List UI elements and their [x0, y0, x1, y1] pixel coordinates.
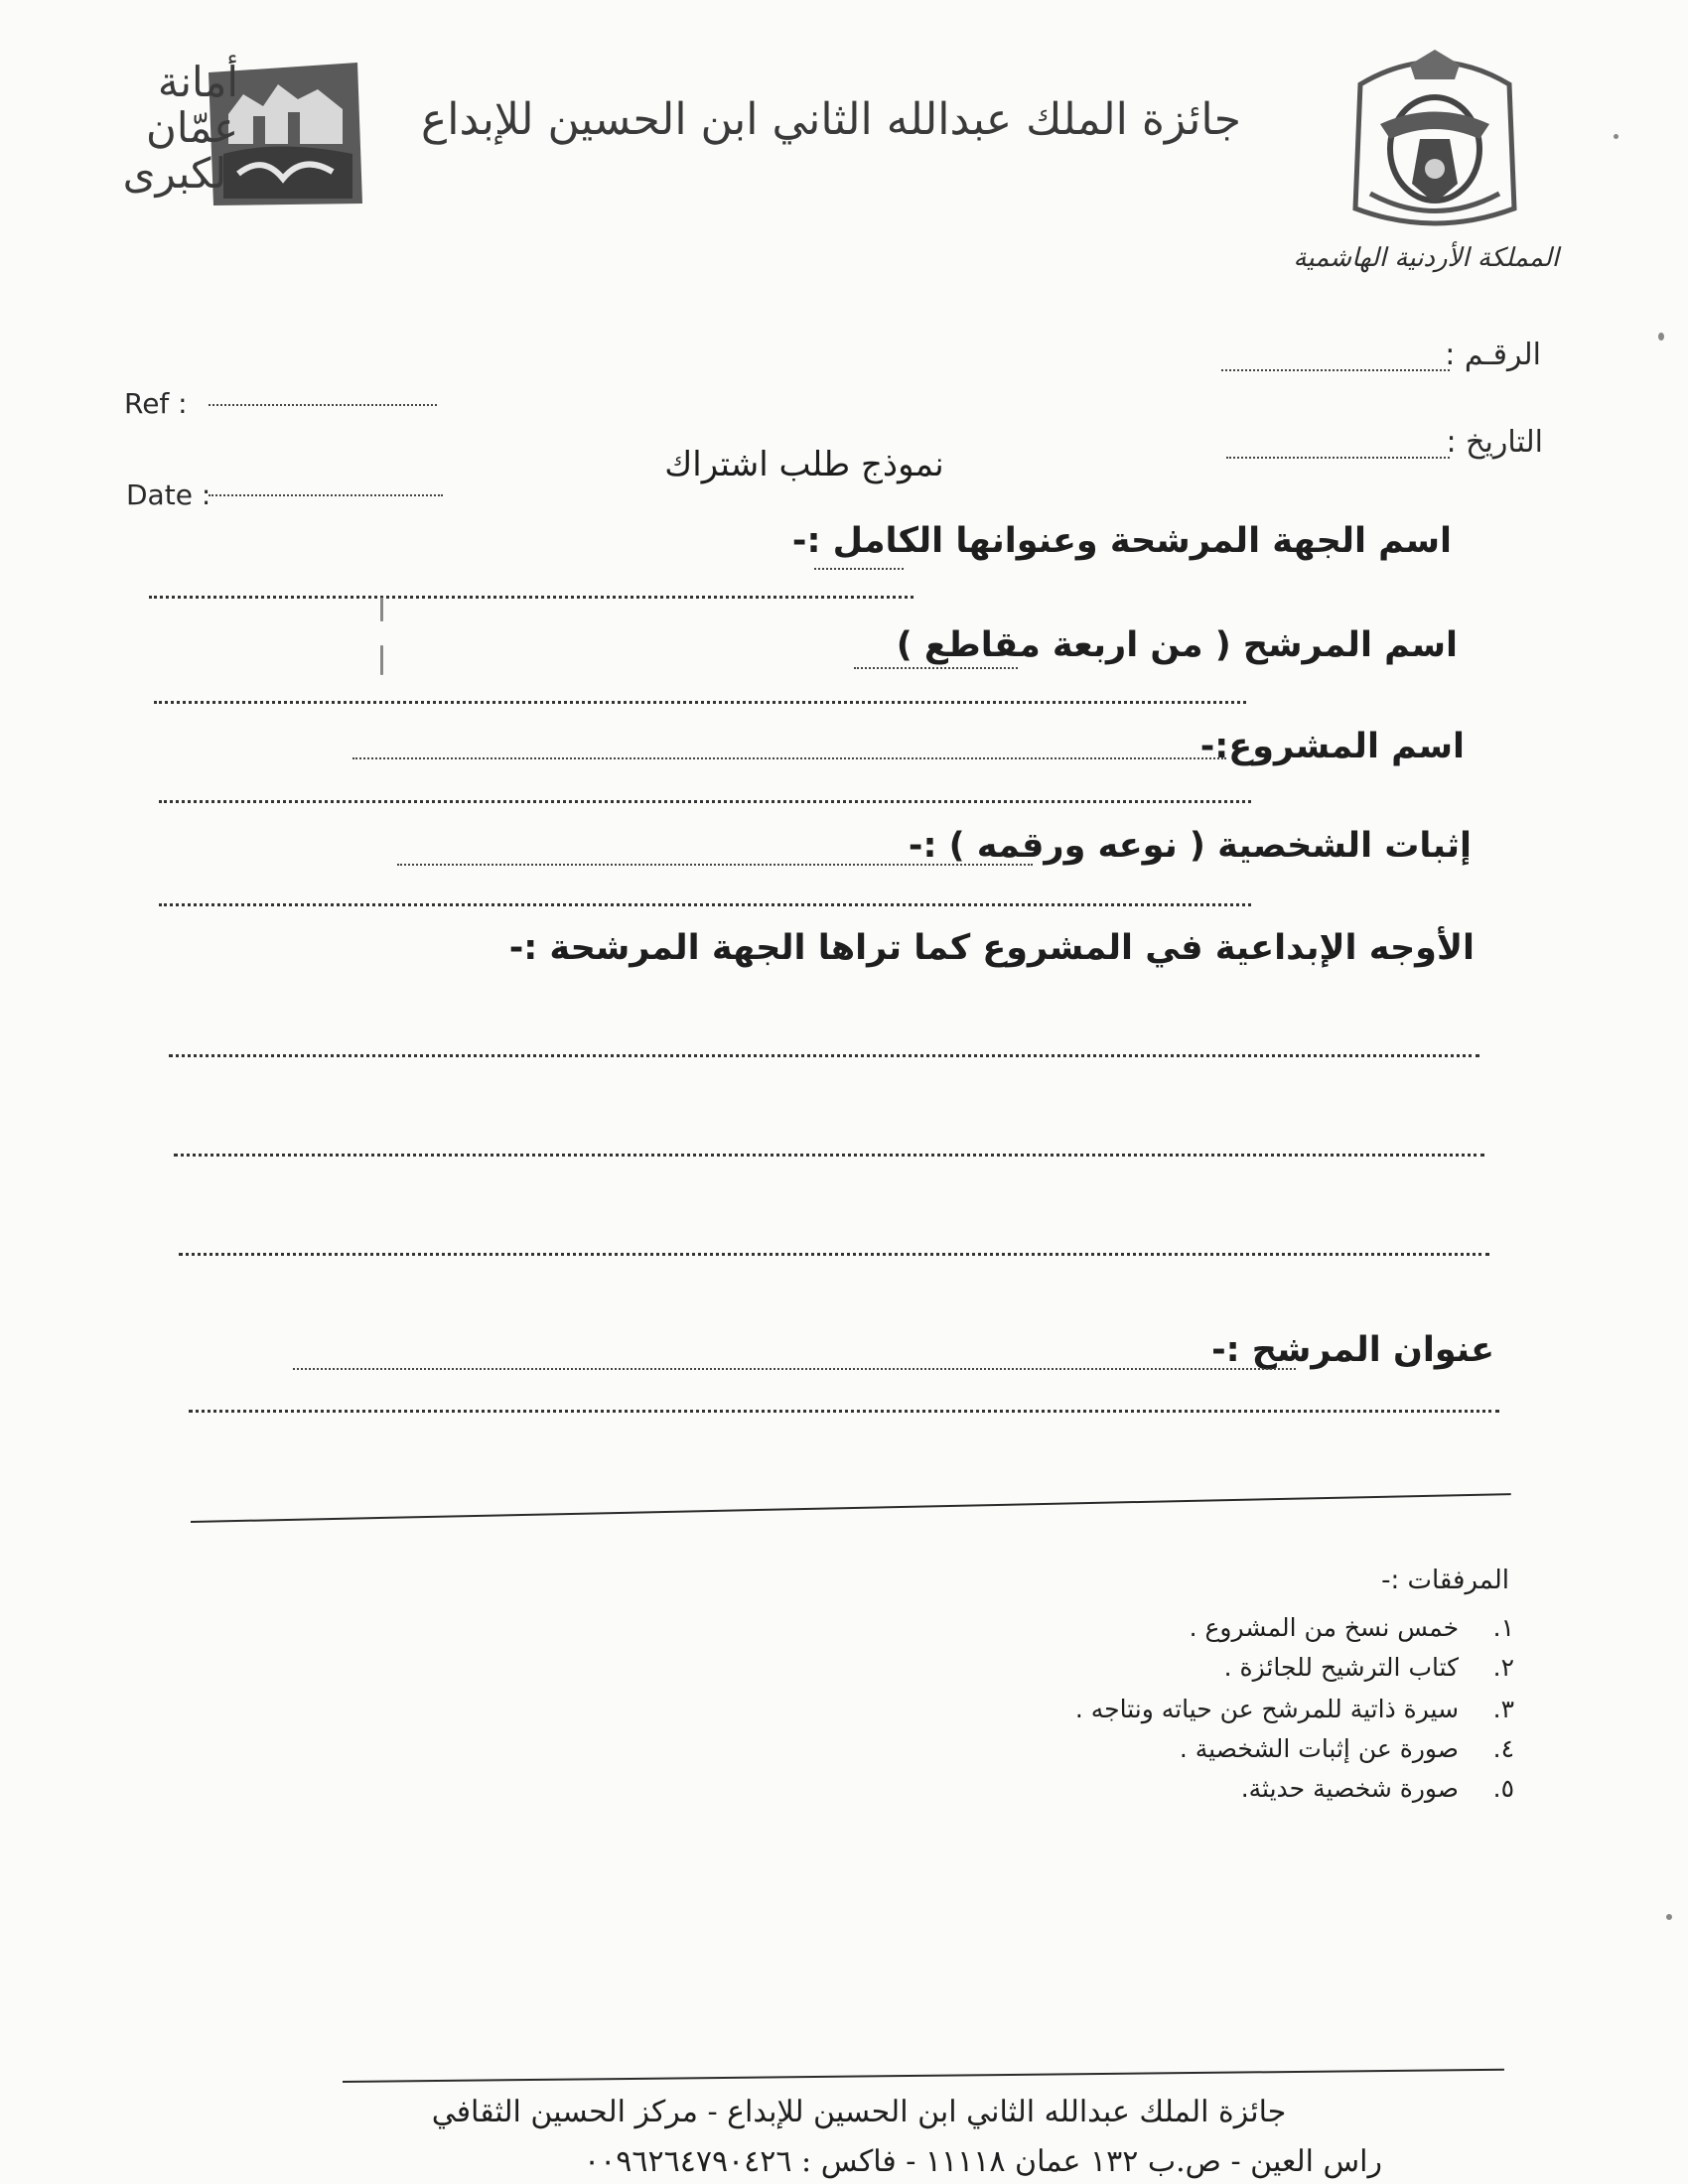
nominee-name-label: اسم المرشح ( من اربعة مقاطع ): [896, 625, 1458, 665]
footer-organization: جائزة الملك عبدالله الثاني ابن الحسين للإبداع - مركز الحسين الثقافي: [431, 2095, 1287, 2129]
scan-speck: [1666, 1914, 1672, 1920]
attachments-title: المرفقات :-: [1381, 1566, 1509, 1595]
attachment-item: [1241, 1774, 1514, 1803]
number-label: الرقـم :: [1445, 338, 1541, 372]
attachment-item: [1190, 1613, 1514, 1642]
attachment-text: خمس نسخ من المشروع .: [1189, 1613, 1460, 1642]
form-title: نموذج طلب اشتراك: [664, 445, 944, 484]
creative-aspects-line-3[interactable]: [179, 1253, 1489, 1256]
footer-address: راس العين - ص.ب ١٣٢ عمان ١١١١٨ - فاكس : ٠٠٩٦٢٦٤٧٩٠٤٢٦: [584, 2144, 1382, 2179]
amman-logo-text: أمانة عمّان الكبرى: [122, 58, 238, 198]
nominee-address-inline-field[interactable]: [293, 1368, 1296, 1370]
id-proof-inline-field[interactable]: [397, 864, 1033, 866]
footer-divider: [343, 2069, 1504, 2083]
attachment-number: ٥.: [1492, 1774, 1514, 1803]
project-name-label: اسم المشروع:-: [1199, 727, 1465, 766]
scan-mark: [380, 598, 383, 621]
attachment-number: ١.: [1492, 1613, 1514, 1642]
award-title: جائزة الملك عبدالله الثاني ابن الحسين للإبداع: [421, 94, 1241, 145]
arabic-date-label: التاريخ :: [1446, 425, 1543, 460]
creative-aspects-line-1[interactable]: [169, 1054, 1479, 1057]
date-label: Date :: [126, 478, 211, 511]
attachment-item: [1075, 1695, 1514, 1723]
project-name-field[interactable]: [159, 800, 1251, 803]
attachment-item: [1180, 1734, 1514, 1763]
nominee-name-inline-field[interactable]: [854, 667, 1018, 669]
scan-speck: [1614, 134, 1618, 139]
date-field[interactable]: [209, 494, 443, 496]
attachment-number: ٣.: [1492, 1695, 1514, 1723]
ref-label: Ref :: [124, 387, 188, 420]
nominating-entity-field[interactable]: [149, 596, 914, 599]
creative-aspects-label: الأوجه الإبداعية في المشروع كما تراها الجهة المرشحة :-: [508, 928, 1475, 968]
scan-mark: [380, 645, 383, 675]
nominee-name-field[interactable]: [154, 701, 1246, 704]
jordan-coat-of-arms: [1340, 45, 1529, 238]
number-field[interactable]: [1221, 369, 1450, 371]
scan-speck: [1658, 333, 1664, 341]
nominee-address-field[interactable]: [189, 1410, 1499, 1413]
nominating-entity-inline-field[interactable]: [814, 568, 904, 570]
attachment-text: صورة عن إثبات الشخصية .: [1179, 1734, 1460, 1763]
creative-aspects-line-2[interactable]: [174, 1154, 1484, 1157]
id-proof-label: إثبات الشخصية ( نوعه ورقمه ) :-: [908, 826, 1472, 866]
attachment-item: [1224, 1653, 1514, 1682]
arabic-date-field[interactable]: [1226, 457, 1450, 459]
attachment-number: ٢.: [1492, 1653, 1514, 1682]
attachment-text: سيرة ذاتية للمرشح عن حياته ونتاجه .: [1074, 1695, 1460, 1723]
attachment-number: ٤.: [1492, 1734, 1514, 1763]
ref-field[interactable]: [209, 404, 437, 406]
id-proof-field[interactable]: [159, 903, 1251, 906]
nominee-address-label: عنوان المرشح :-: [1211, 1330, 1494, 1370]
nominating-entity-label: اسم الجهة المرشحة وعنوانها الكامل :-: [791, 521, 1452, 561]
section-divider: [191, 1493, 1511, 1523]
attachment-text: كتاب الترشيح للجائزة .: [1223, 1653, 1460, 1682]
attachment-text: صورة شخصية حديثة.: [1240, 1774, 1460, 1803]
project-name-inline-field[interactable]: [352, 757, 1226, 759]
kingdom-name: المملكة الأردنية الهاشمية: [1293, 243, 1559, 273]
